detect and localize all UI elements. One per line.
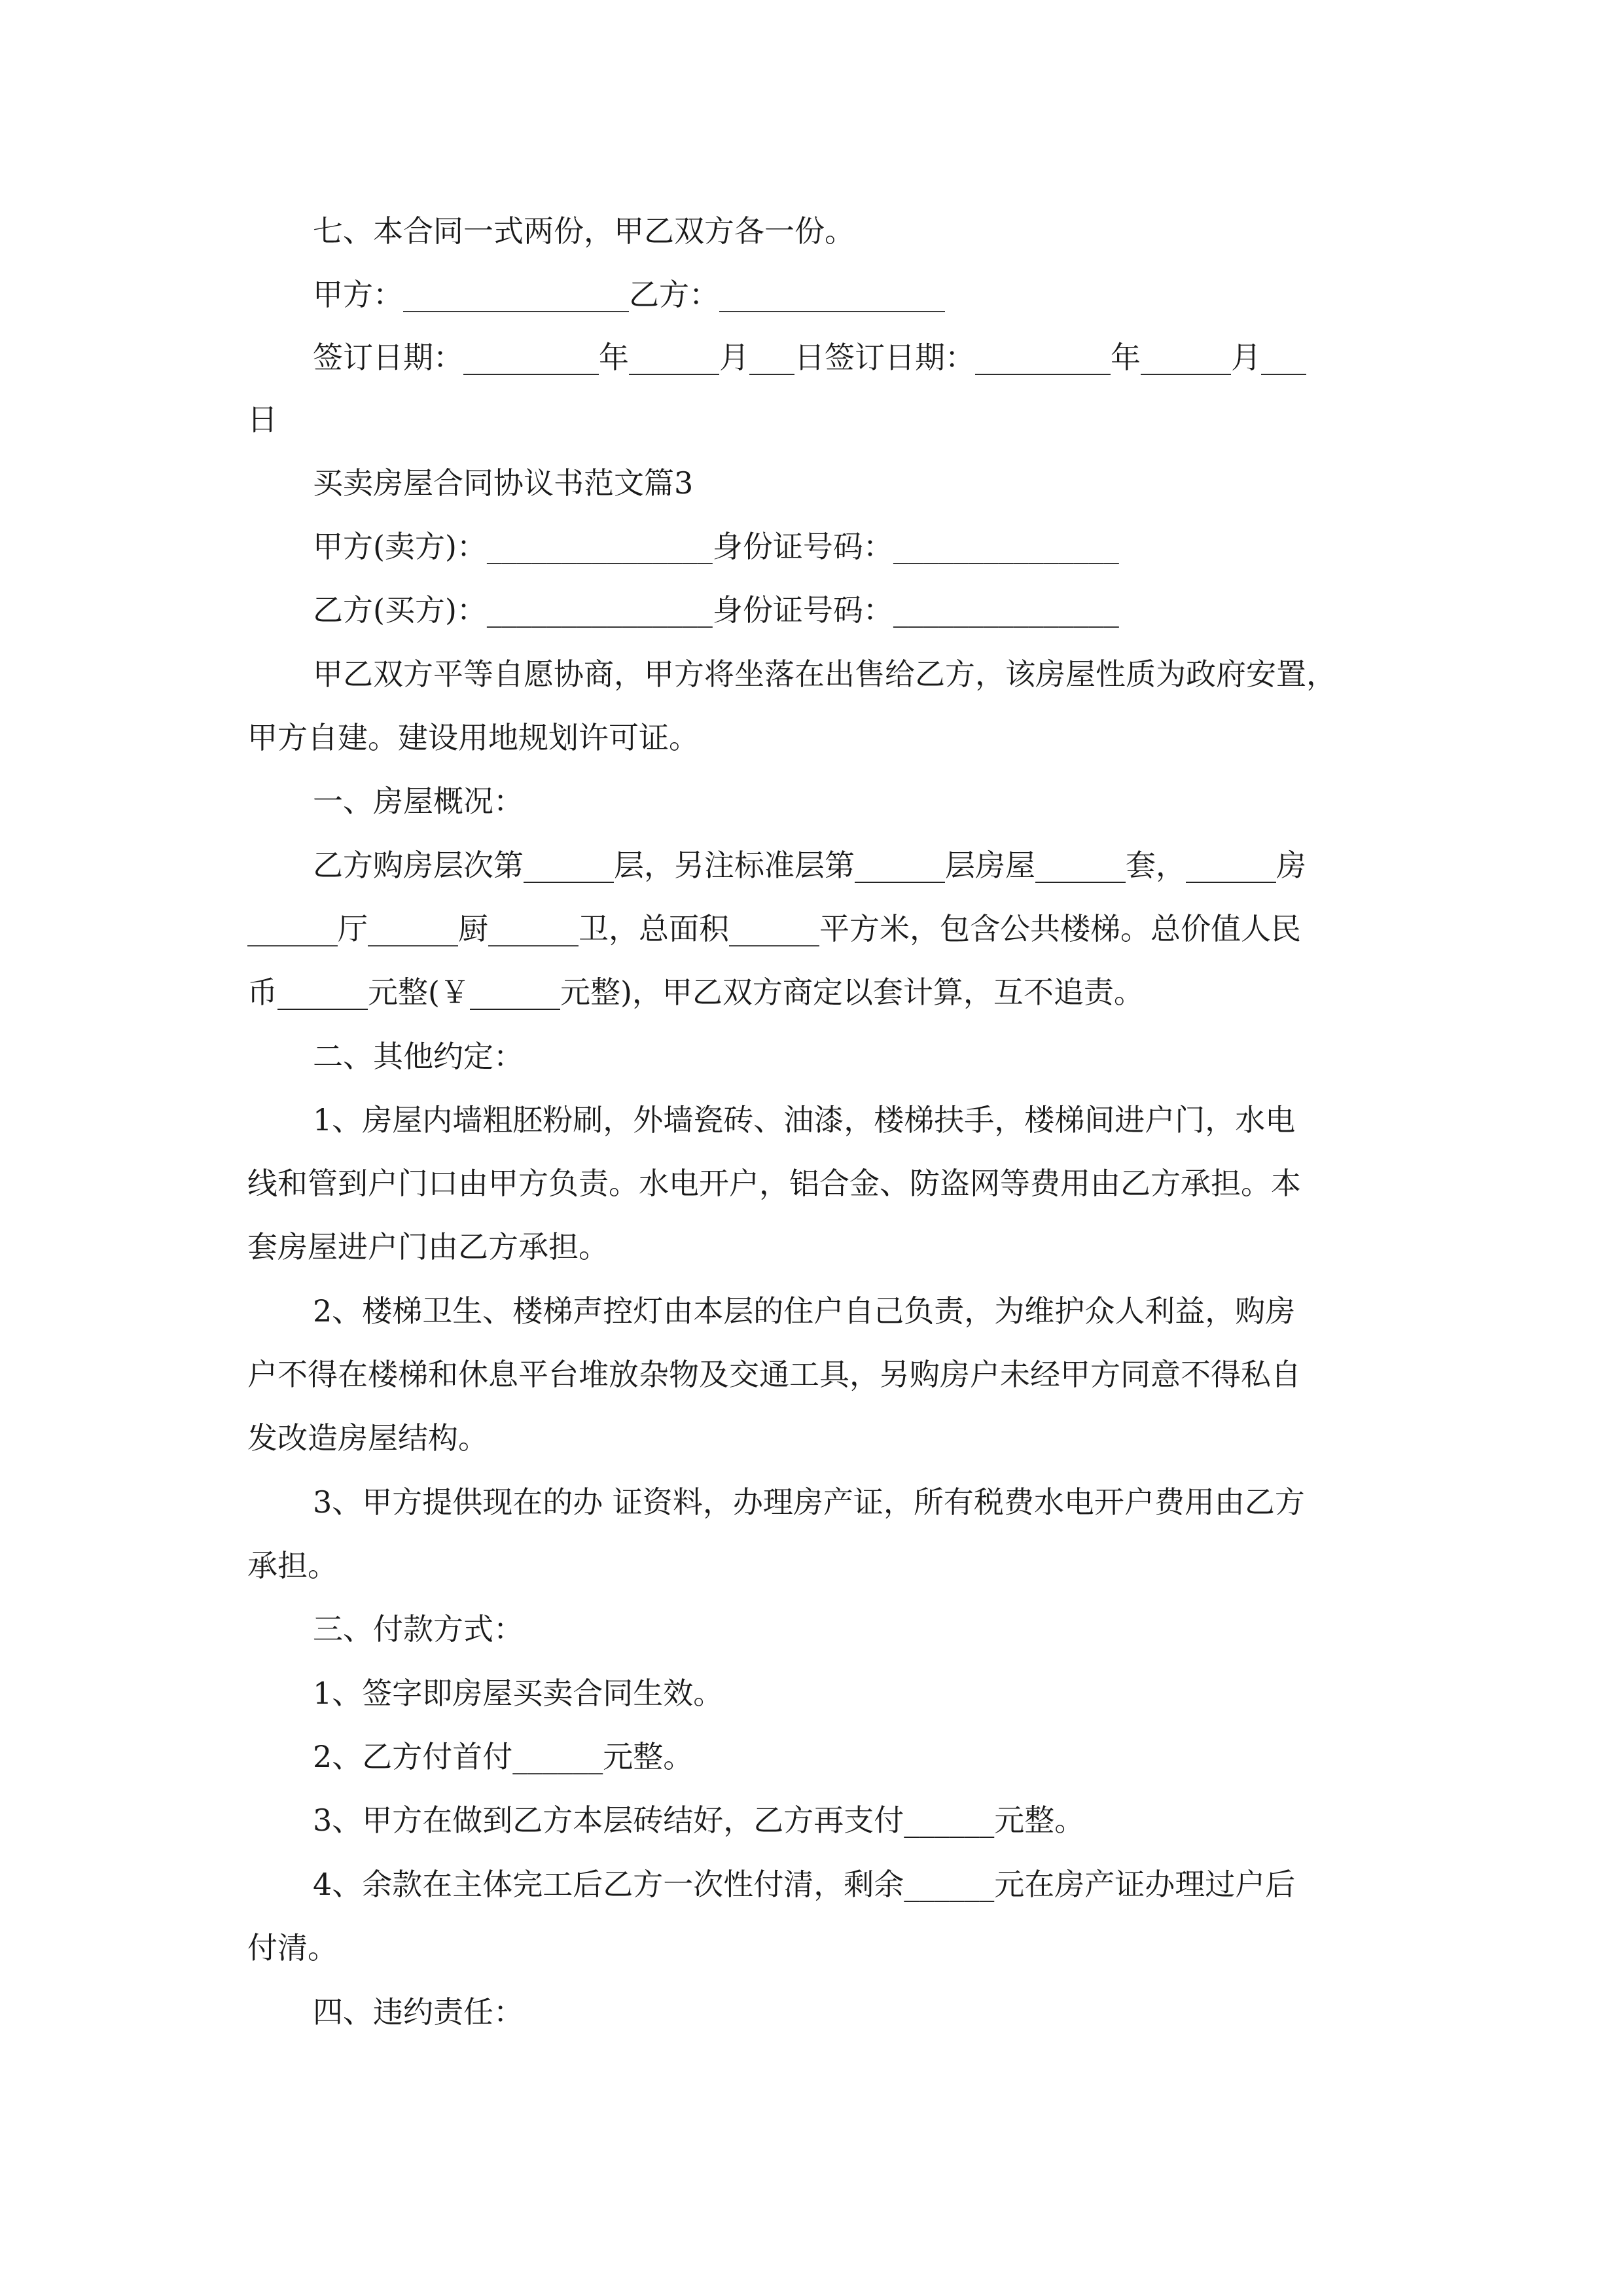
buyer-line: 乙方(买方)：_______________身份证号码：_______________ [313, 592, 1119, 628]
section-title: 买卖房屋合同协议书范文篇3 [313, 465, 694, 501]
paragraph-line: 2、楼梯卫生、楼梯声控灯由本层的住户自己负责，为维护众人利益，购房 [313, 1293, 1296, 1329]
paragraph-line: 3、甲方提供现在的办 证资料，办理房产证，所有税费水电开户费用由乙方 [313, 1484, 1305, 1520]
paragraph-line: 线和管到户门口由甲方负责。水电开户，铝合金、防盗网等费用由乙方承担。本 [247, 1166, 1301, 1201]
paragraph-line: 2、乙方付首付______元整。 [313, 1739, 694, 1774]
paragraph-line: ______厅______厨______卫，总面积______平方米，包含公共楼梯。总价值人民 [247, 911, 1301, 946]
paragraph-line: 付清。 [247, 1930, 338, 1965]
clause-seven: 七、本合同一式两份，甲乙双方各一份。 [313, 213, 855, 249]
heading-liability: 四、违约责任： [313, 1994, 524, 2030]
paragraph-line: 币______元整(￥______元整)，甲乙双方商定以套计算，互不追责。 [247, 975, 1144, 1010]
paragraph-line: 乙方购房层次第______层，另注标准层第______层房屋______套，______房 [313, 848, 1306, 883]
paragraph-line: 甲乙双方平等自愿协商，甲方将坐落在出售给乙方，该房屋性质为政府安置， [313, 656, 1336, 692]
paragraph-line: 套房屋进户门由乙方承担。 [247, 1229, 609, 1265]
paragraph-line: 4、余款在主体完工后乙方一次性付清，剩余______元在房产证办理过户后 [313, 1867, 1296, 1902]
signing-date-line-cont: 日 [247, 402, 277, 437]
paragraph-line: 1、房屋内墙粗胚粉刷，外墙瓷砖、油漆，楼梯扶手，楼梯间进户门，水电 [313, 1102, 1296, 1138]
paragraph-line: 发改造房屋结构。 [247, 1420, 488, 1456]
signing-date-line: 签订日期：_________年______月___日签订日期：_________年______月___ [313, 340, 1306, 375]
heading-payment: 三、付款方式： [313, 1611, 524, 1647]
party-signature-line: 甲方：_______________乙方：_______________ [313, 277, 945, 312]
paragraph-line: 承担。 [247, 1548, 338, 1583]
paragraph-line: 1、签字即房屋买卖合同生效。 [313, 1676, 724, 1711]
paragraph-line: 3、甲方在做到乙方本层砖结好，乙方再支付______元整。 [313, 1803, 1085, 1838]
paragraph-line: 甲方自建。建设用地规划许可证。 [247, 720, 699, 755]
heading-house-overview: 一、房屋概况： [313, 783, 524, 819]
heading-other-terms: 二、其他约定： [313, 1039, 524, 1074]
paragraph-line: 户不得在楼梯和休息平台堆放杂物及交通工具，另购房户未经甲方同意不得私自 [247, 1357, 1301, 1392]
seller-line: 甲方(卖方)：_______________身份证号码：_______________ [313, 529, 1119, 564]
